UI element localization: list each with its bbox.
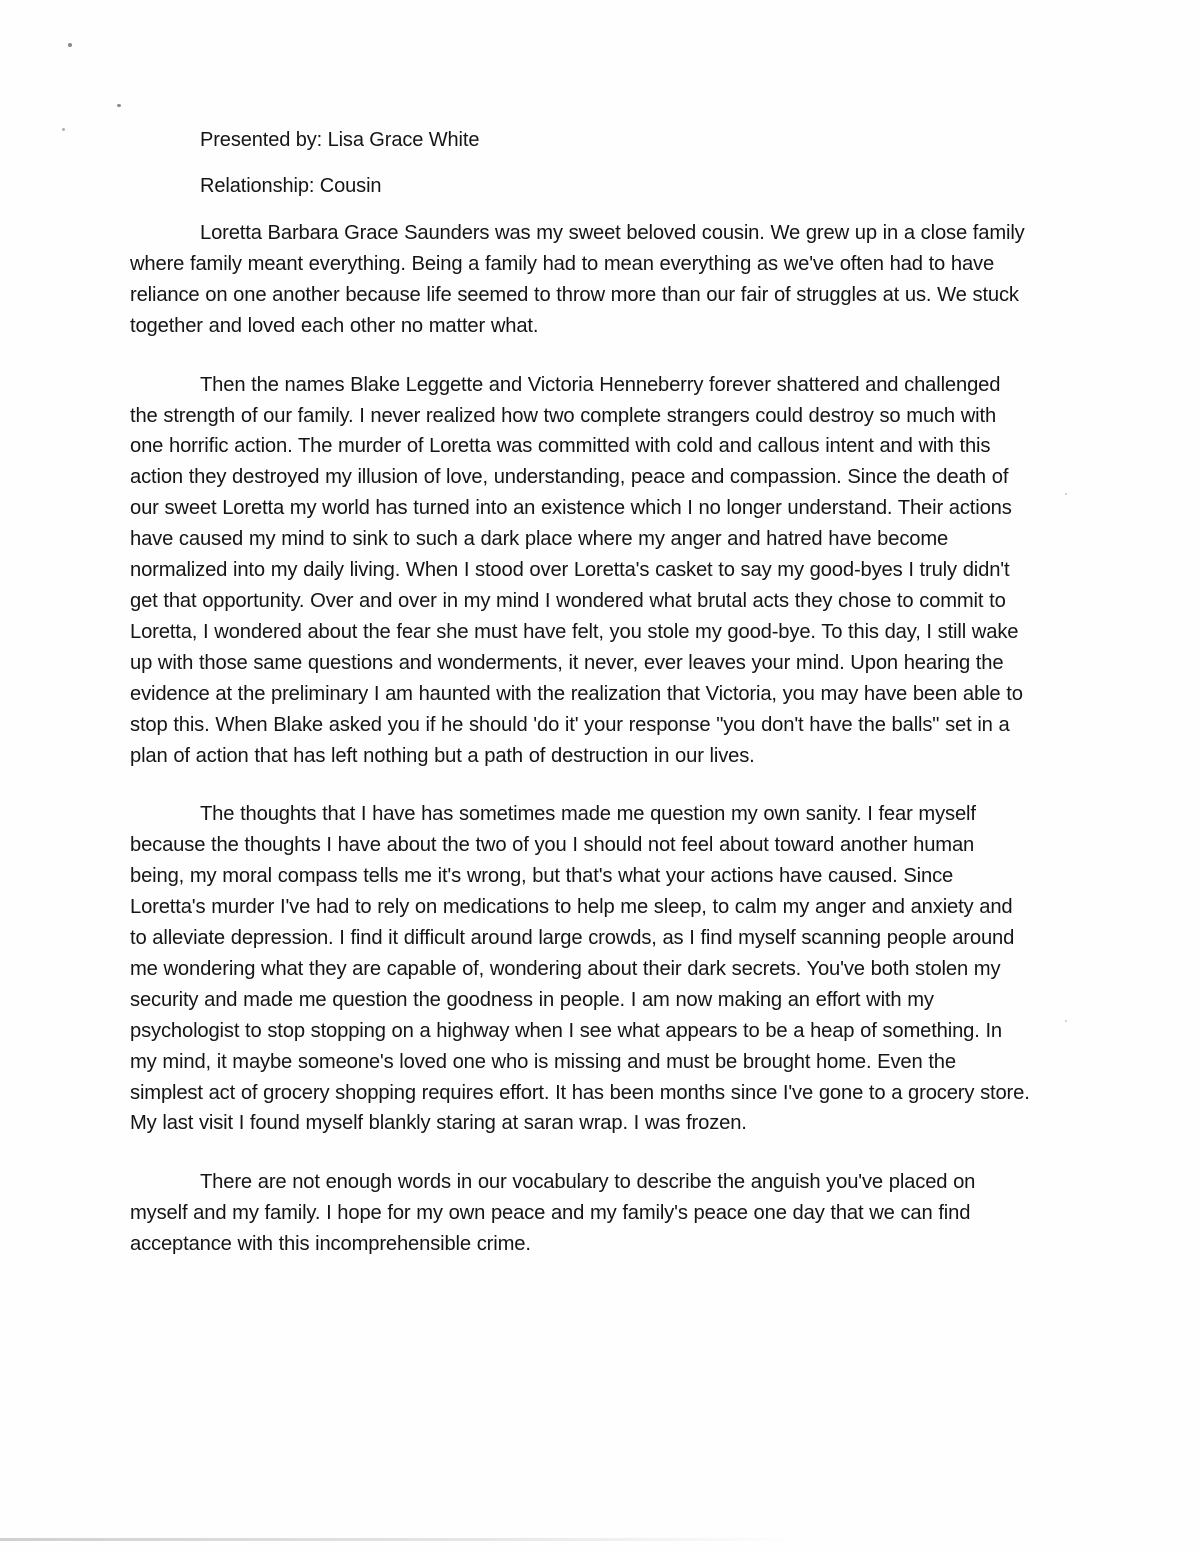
paragraph-1: Loretta Barbara Grace Saunders was my sweet beloved cousin. We grew up in a close family where family meant everything. Being a family had to mean everything as we've often had to have reliance on one another because life seemed to throw more than our fair of struggles at us. We stuck together and loved each other no matter what. xyxy=(130,222,1025,337)
paragraph-4: There are not enough words in our vocabulary to describe the anguish you've placed on myself and my family. I hope for my own peace and my family's peace one day that we can find acceptance with this incomprehensible crime. xyxy=(130,1171,976,1256)
paragraph-2: Then the names Blake Leggette and Victoria Henneberry forever shattered and challenged the strength of our family. I never realized how two complete strangers could destroy so much with one horrific action. The murder of Loretta was committed with cold and callous intent and with this action they destroyed my illusion of love, understanding, peace and compassion. Since the death of our sweet Loretta my world has turned into an existence which I no longer understand. Their actions have caused my mind to sink to such a dark place where my anger and hatred have become normalized into my daily living. When I stood over Loretta's casket to say my good-byes I truly didn't get that opportunity. Over and over in my mind I wondered what brutal acts they chose to commit to Loretta, I wondered about the fear she must have felt, you stole my good-bye. To this day, I still wake up with those same questions and wonderments, it never, ever leaves your mind. Upon hearing the evidence at the preliminary I am haunted with the realization that Victoria, you may have been able to stop this. When Blake asked you if he should 'do it' your response "you don't have the balls" set in a plan of action that has left nothing but a path of destruction in our lives. xyxy=(130,373,1023,767)
scan-speck xyxy=(1065,1020,1067,1022)
relationship-line: Relationship: Cousin xyxy=(200,175,382,197)
paragraph-3: The thoughts that I have has sometimes made me question my own sanity. I fear myself because the thoughts I have about the two of you I should not feel about toward another human being, my moral compass tells me it's wrong, but that's what your actions have caused. Since Loretta's murder I've had to rely on medications to help me sleep, to calm my anger and anxiety and to alleviate depression. I find it difficult around large crowds, as I find myself scanning people around me wondering what they are capable of, wondering about their dark secrets. You've both stolen my security and made me question the goodness in people. I am now making an effort with my psychologist to stop stopping on a highway when I see what appears to be a heap of something. In my mind, it maybe someone's loved one who is missing and must be brought home. Even the simplest act of grocery shopping requires effort. It has been months since I've gone to a grocery store. My last visit I found myself blankly staring at saran wrap. I was frozen. xyxy=(130,803,1030,1135)
letter-body xyxy=(130,125,1030,1260)
scan-speck xyxy=(62,128,65,131)
scan-speck xyxy=(117,104,121,107)
scan-speck xyxy=(1065,493,1067,495)
presenter-line: Presented by: Lisa Grace White xyxy=(200,129,480,151)
scan-edge-line xyxy=(0,1538,800,1541)
scan-speck xyxy=(68,43,72,47)
